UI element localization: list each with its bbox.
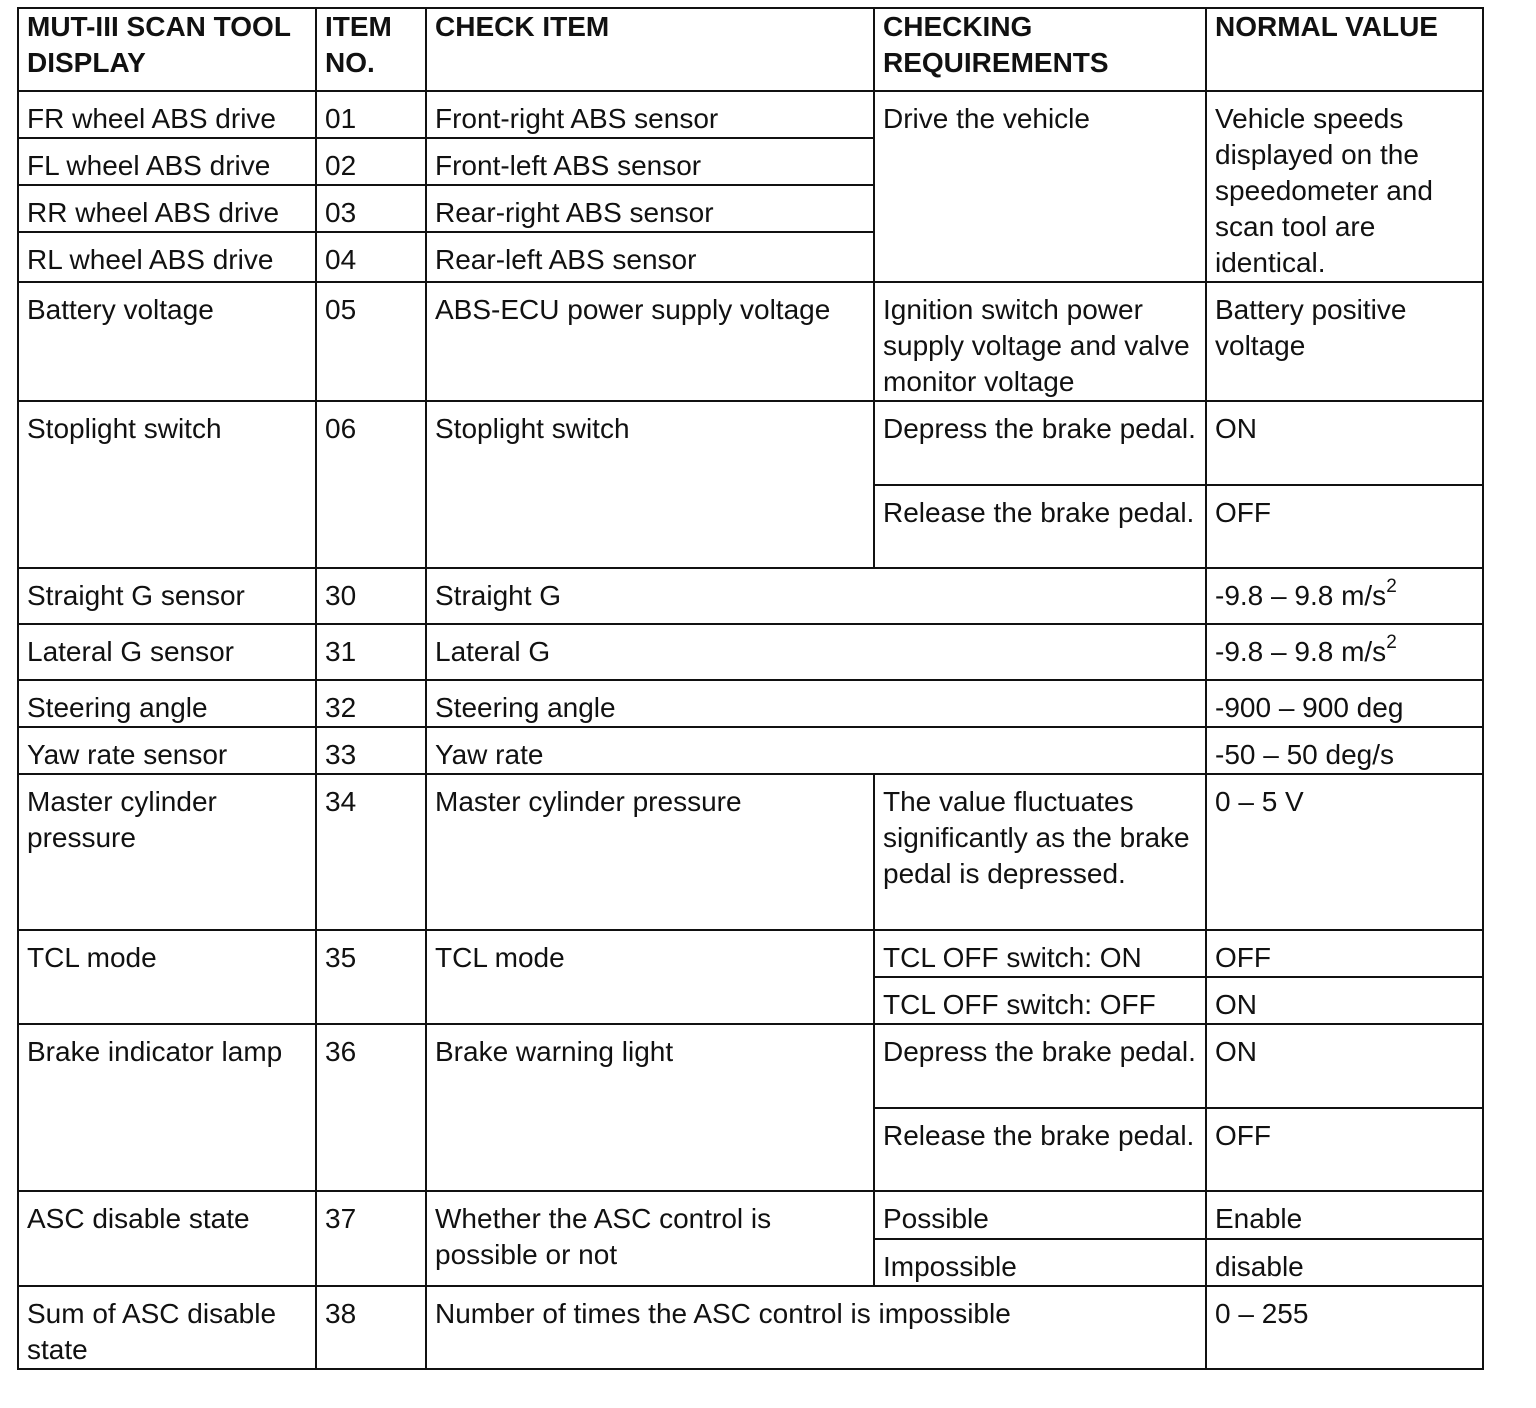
check-item-cell: Rear-right ABS sensor [426, 185, 874, 232]
header-normal-value: NORMAL VALUE [1206, 8, 1483, 91]
table-row [18, 401, 1483, 485]
checking-requirements-cell: Depress the brake pedal. [874, 1024, 1206, 1108]
normal-value-cell: OFF [1206, 1108, 1483, 1191]
check-item-cell: Master cylinder pressure [426, 774, 874, 930]
checking-requirements-cell: The value fluctuates significantly as the brake pedal is depressed. [874, 774, 1206, 930]
scan-tool-display-cell: Brake indicator lamp [18, 1024, 316, 1191]
check-item-cell: Number of times the ASC control is impossible [426, 1286, 1206, 1369]
item-no-cell: 06 [316, 401, 426, 568]
table-row [18, 727, 1483, 774]
scan-tool-display-cell: FR wheel ABS drive [18, 91, 316, 138]
checking-requirements-cell: Impossible [874, 1239, 1206, 1286]
table-row [18, 1191, 1483, 1239]
table-row [18, 568, 1483, 624]
scan-tool-display-cell: Steering angle [18, 680, 316, 727]
scan-tool-display-cell: Sum of ASC disable state [18, 1286, 316, 1369]
item-no-cell: 03 [316, 185, 426, 232]
header-item-no: ITEM NO. [316, 8, 426, 91]
unit-exponent: 2 [1386, 575, 1397, 597]
normal-value-cell: Enable [1206, 1191, 1483, 1239]
table-row [18, 1286, 1483, 1369]
table-row [18, 774, 1483, 930]
item-no-cell: 05 [316, 282, 426, 401]
table-row [18, 680, 1483, 727]
check-item-cell: Yaw rate [426, 727, 1206, 774]
check-item-cell: Front-right ABS sensor [426, 91, 874, 138]
header-checking-requirements: CHECKING REQUIREMENTS [874, 8, 1206, 91]
check-item-cell: Whether the ASC control is possible or not [426, 1191, 874, 1286]
check-item-cell: Steering angle [426, 680, 1206, 727]
table-row [18, 624, 1483, 680]
normal-value-cell: 0 – 5 V [1206, 774, 1483, 930]
item-no-cell: 38 [316, 1286, 426, 1369]
normal-value-cell: Battery positive voltage [1206, 282, 1483, 401]
normal-value-cell: 0 – 255 [1206, 1286, 1483, 1369]
check-item-cell: TCL mode [426, 930, 874, 1024]
normal-value-cell: ON [1206, 1024, 1483, 1108]
item-no-cell: 36 [316, 1024, 426, 1191]
header-scan-tool-display: MUT-III SCAN TOOL DISPLAY [18, 8, 316, 91]
item-no-cell: 33 [316, 727, 426, 774]
normal-value-cell: -900 – 900 deg [1206, 680, 1483, 727]
scan-tool-display-cell: TCL mode [18, 930, 316, 1024]
normal-value-cell: OFF [1206, 485, 1483, 568]
check-item-cell: Rear-left ABS sensor [426, 232, 874, 282]
normal-value-cell: OFF [1206, 930, 1483, 977]
check-item-cell: ABS-ECU power supply voltage [426, 282, 874, 401]
header-row [18, 8, 1483, 91]
normal-value-cell [1206, 568, 1483, 624]
normal-value-cell: ON [1206, 401, 1483, 485]
normal-value-cell [1206, 624, 1483, 680]
item-no-cell: 34 [316, 774, 426, 930]
scan-tool-display-cell: Straight G sensor [18, 568, 316, 624]
item-no-cell: 31 [316, 624, 426, 680]
normal-value-text: -9.8 – 9.8 m/s [1215, 636, 1387, 667]
item-no-cell: 02 [316, 138, 426, 185]
mut-iii-data-list-table [17, 7, 1484, 1370]
scan-tool-display-cell: Yaw rate sensor [18, 727, 316, 774]
table-row [18, 930, 1483, 977]
normal-value-text: -9.8 – 9.8 m/s [1215, 580, 1387, 611]
check-item-cell: Stoplight switch [426, 401, 874, 568]
scan-tool-display-cell: Stoplight switch [18, 401, 316, 568]
table-row [18, 282, 1483, 401]
item-no-cell: 04 [316, 232, 426, 282]
checking-requirements-cell: Release the brake pedal. [874, 1108, 1206, 1191]
normal-value-cell: -50 – 50 deg/s [1206, 727, 1483, 774]
scan-tool-display-cell: Lateral G sensor [18, 624, 316, 680]
scan-tool-display-cell: ASC disable state [18, 1191, 316, 1286]
scan-tool-display-cell: Master cylinder pressure [18, 774, 316, 930]
check-item-cell: Brake warning light [426, 1024, 874, 1191]
item-no-cell: 32 [316, 680, 426, 727]
normal-value-cell: disable [1206, 1239, 1483, 1286]
header-check-item: CHECK ITEM [426, 8, 874, 91]
scan-tool-display-cell: Battery voltage [18, 282, 316, 401]
unit-exponent: 2 [1386, 631, 1397, 653]
item-no-cell: 01 [316, 91, 426, 138]
check-item-cell: Front-left ABS sensor [426, 138, 874, 185]
scan-tool-display-cell: RR wheel ABS drive [18, 185, 316, 232]
check-item-cell: Straight G [426, 568, 1206, 624]
checking-requirements-cell: Release the brake pedal. [874, 485, 1206, 568]
checking-requirements-cell: Ignition switch power supply voltage and valve monitor voltage [874, 282, 1206, 401]
item-no-cell: 30 [316, 568, 426, 624]
normal-value-cell: ON [1206, 977, 1483, 1024]
normal-value-cell: Vehicle speeds displayed on the speedometer and scan tool are identical. [1206, 91, 1483, 282]
table-row [18, 1024, 1483, 1108]
scan-tool-display-cell: RL wheel ABS drive [18, 232, 316, 282]
checking-requirements-cell: Possible [874, 1191, 1206, 1239]
checking-requirements-cell: Depress the brake pedal. [874, 401, 1206, 485]
scan-tool-display-cell: FL wheel ABS drive [18, 138, 316, 185]
checking-requirements-cell: TCL OFF switch: ON [874, 930, 1206, 977]
table-row [18, 91, 1483, 138]
checking-requirements-cell: Drive the vehicle [874, 91, 1206, 282]
item-no-cell: 37 [316, 1191, 426, 1286]
check-item-cell: Lateral G [426, 624, 1206, 680]
checking-requirements-cell: TCL OFF switch: OFF [874, 977, 1206, 1024]
item-no-cell: 35 [316, 930, 426, 1024]
